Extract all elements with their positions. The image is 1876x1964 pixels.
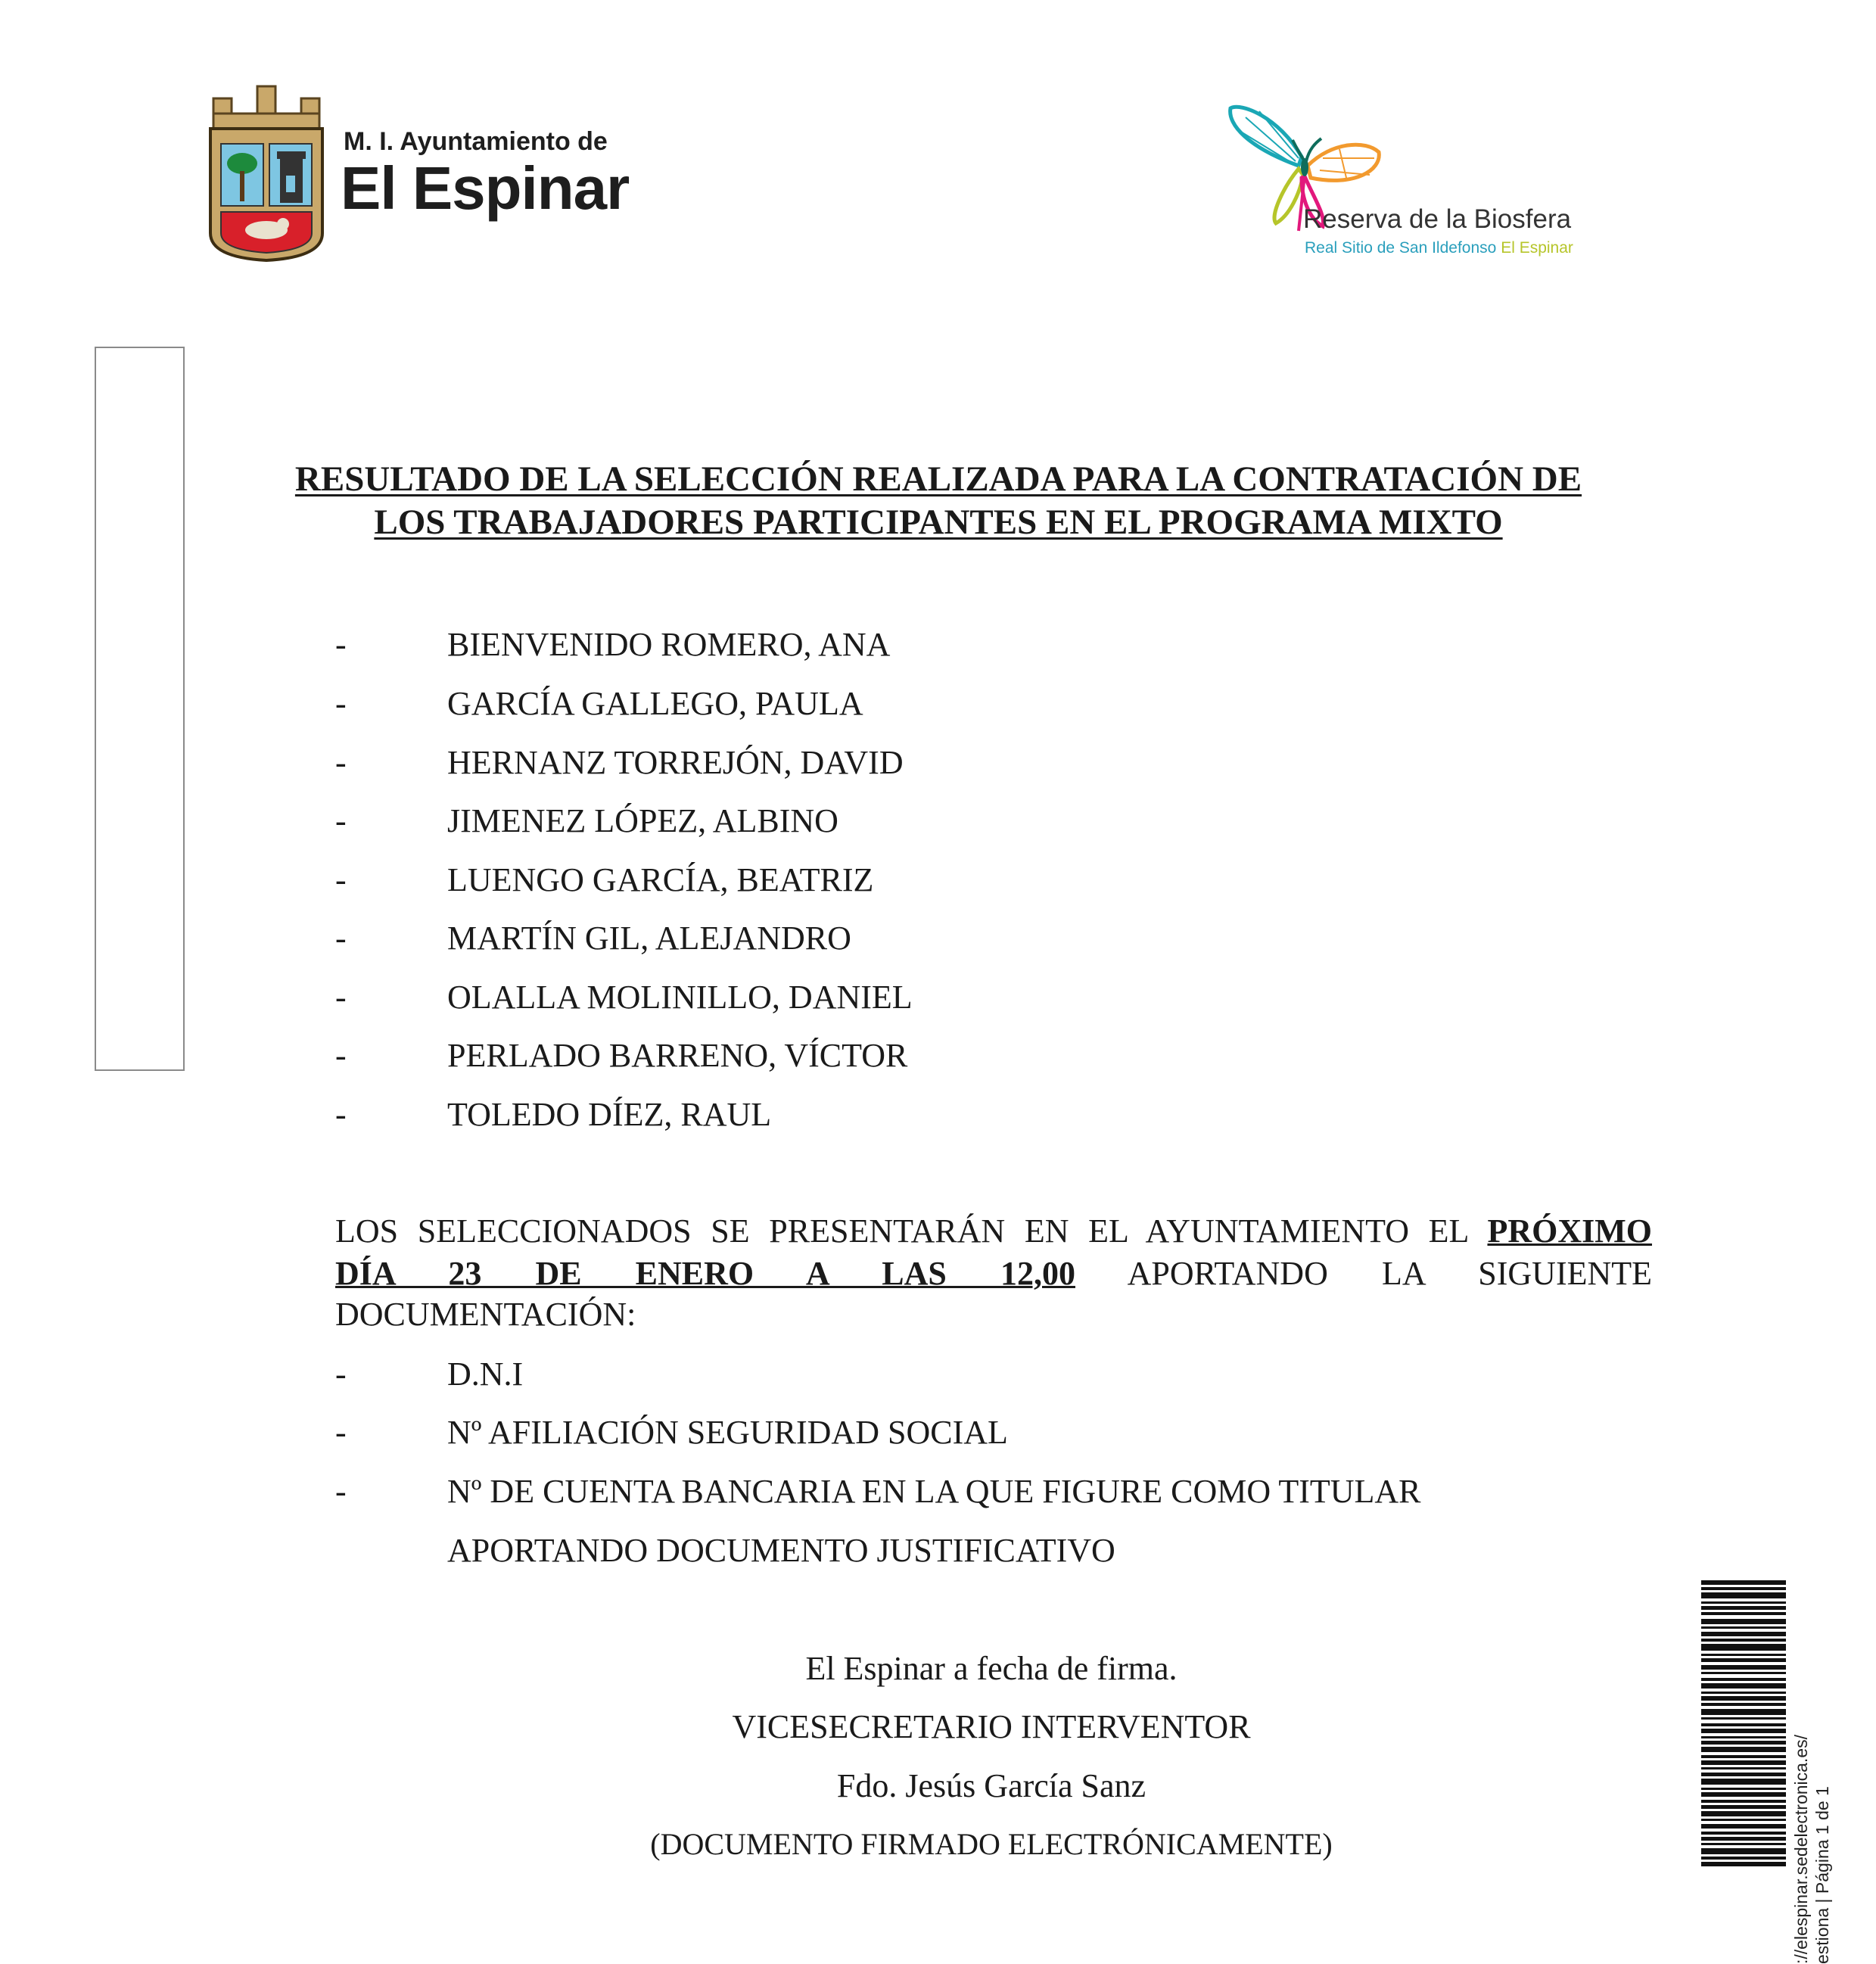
notice-line-3: DOCUMENTACIÓN:	[335, 1296, 636, 1333]
document-title	[227, 458, 1650, 544]
signature-place-date: El Espinar a fecha de firma.	[805, 1650, 1178, 1687]
notice-text: LOS SELECCIONADOS SE PRESENTARÁN EN EL AYUNTAMIENTO EL	[335, 1212, 1468, 1250]
candidate-name: BIENVENIDO ROMERO, ANA	[447, 626, 891, 663]
municipal-crest-icon	[207, 82, 325, 263]
signature-note: (DOCUMENTO FIRMADO ELECTRÓNICAMENTE)	[650, 1827, 1333, 1861]
list-marker: -	[335, 744, 347, 781]
notice-line-1	[335, 1212, 1652, 1251]
list-marker: -	[335, 979, 347, 1016]
candidate-name: MARTÍN GIL, ALEJANDRO	[447, 920, 851, 957]
biosphere-subtitle-accent: El Espinar	[1501, 239, 1573, 257]
list-marker: -	[335, 861, 347, 898]
list-marker: -	[335, 626, 347, 663]
candidate-name: PERLADO BARRENO, VÍCTOR	[447, 1037, 908, 1074]
notice-text: APORTANDO LA SIGUIENTE	[1127, 1255, 1652, 1292]
list-marker: -	[335, 1356, 347, 1393]
required-document: D.N.I	[447, 1356, 524, 1393]
title-line-1: RESULTADO DE LA SELECCIÓN REALIZADA PARA LA CONTRATACIÓN DE	[294, 459, 1582, 499]
list-marker: -	[335, 1414, 347, 1451]
title-line-2: LOS TRABAJADORES PARTICIPANTES EN EL PROGRAMA MIXTO	[374, 503, 1503, 542]
list-marker: -	[335, 1096, 347, 1133]
notice-line-2	[335, 1254, 1652, 1293]
required-document-continuation: APORTANDO DOCUMENTO JUSTIFICATIVO	[447, 1532, 1115, 1569]
verification-url: ://elespinar.sedelectronica.es/	[1791, 1734, 1811, 1964]
verification-page: estiona | Página 1 de 1	[1812, 1786, 1832, 1964]
list-marker: -	[335, 920, 347, 957]
list-marker: -	[335, 802, 347, 839]
signature-role: VICESECRETARIO INTERVENTOR	[732, 1708, 1251, 1745]
required-document: Nº DE CUENTA BANCARIA EN LA QUE FIGURE COMO TITULAR	[447, 1473, 1421, 1510]
biosphere-title: Reserva de la Biosfera	[1303, 204, 1572, 234]
list-marker: -	[335, 685, 347, 722]
candidate-name: LUENGO GARCÍA, BEATRIZ	[447, 861, 874, 898]
list-marker: -	[335, 1473, 347, 1510]
municipality-name: El Espinar	[341, 154, 630, 222]
notice-date-highlight: DÍA 23 DE ENERO A LAS 12,00	[335, 1255, 1075, 1292]
required-document: Nº AFILIACIÓN SEGURIDAD SOCIAL	[447, 1414, 1008, 1451]
candidate-name: TOLEDO DÍEZ, RAUL	[447, 1096, 772, 1133]
barcode-icon	[1701, 1580, 1786, 1964]
candidate-name: HERNANZ TORREJÓN, DAVID	[447, 744, 904, 781]
biosphere-subtitle	[1305, 239, 1573, 257]
verification-text	[1790, 1735, 1833, 1964]
candidate-name: OLALLA MOLINILLO, DANIEL	[447, 979, 913, 1016]
candidate-name: JIMENEZ LÓPEZ, ALBINO	[447, 802, 838, 839]
biosphere-subtitle-main: Real Sitio de San Ildefonso	[1305, 239, 1497, 257]
margin-stamp-box	[95, 347, 185, 1071]
notice-date-highlight: PRÓXIMO	[1487, 1212, 1653, 1250]
candidate-name: GARCÍA GALLEGO, PAULA	[447, 685, 863, 722]
signature-name: Fdo. Jesús García Sanz	[836, 1767, 1146, 1804]
list-marker: -	[335, 1037, 347, 1074]
municipality-prefix: M. I. Ayuntamiento de	[344, 127, 608, 156]
